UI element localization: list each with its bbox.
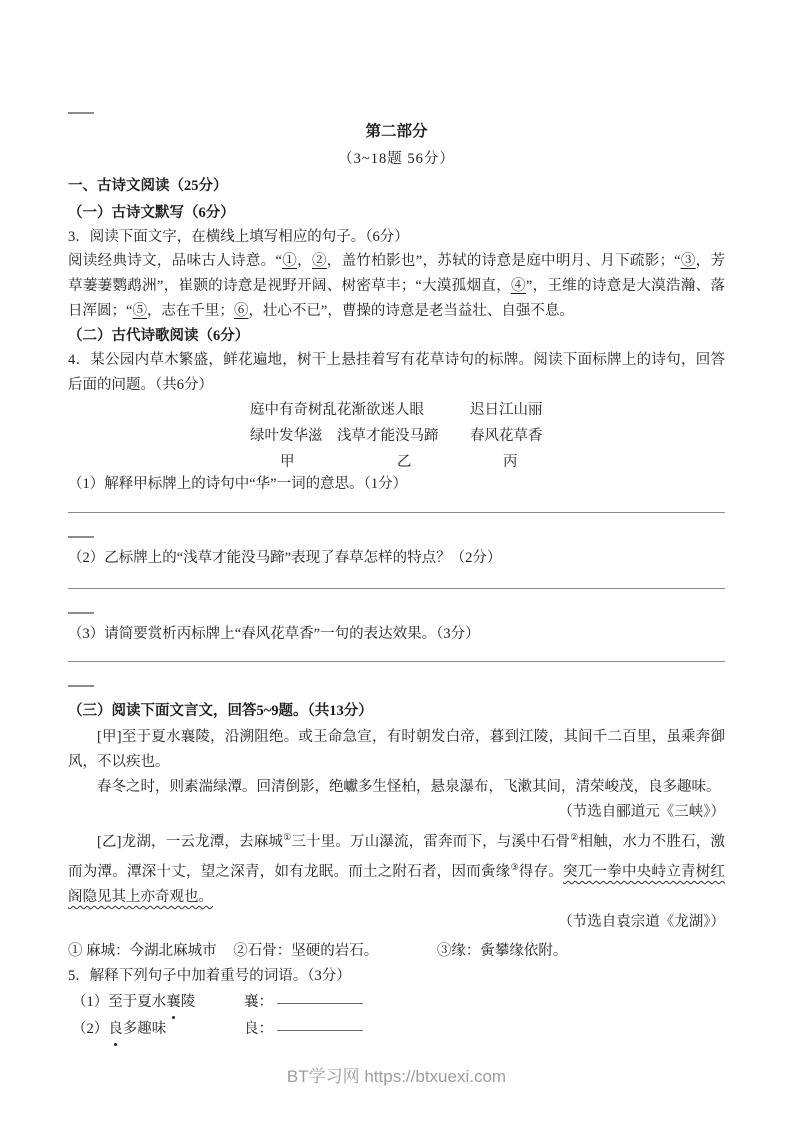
poem-sign-block bbox=[68, 400, 725, 472]
passage-jia-source: （节选自郦道元《三峡》） bbox=[558, 804, 725, 820]
footnotes-row bbox=[68, 939, 725, 964]
section-heading-poetry-reading: 一、古诗文阅读（25分） bbox=[68, 178, 228, 194]
answer-line bbox=[68, 512, 725, 513]
poem-line1-right: 迟日江山丽 bbox=[470, 402, 543, 418]
q4-sub2: （2）乙标牌上的“浅草才能没马蹄”表现了春草怎样的特点？（2分） bbox=[68, 550, 502, 566]
answer-blank bbox=[277, 989, 363, 1004]
q5-item-1-phrase bbox=[68, 989, 244, 1016]
poem-line2-left: 绿叶发华滋 浅草才能没马蹄 bbox=[250, 428, 439, 444]
margin-dash bbox=[68, 685, 94, 687]
q4-sub1: （1）解释甲标牌上的诗句中“华”一词的意思。（1分） bbox=[68, 476, 408, 492]
q4-sub3: （3）请简要赏析丙标牌上“春风花草香”一句的表达效果。（3分） bbox=[68, 626, 480, 642]
sign-label-bing: 丙 bbox=[503, 454, 518, 470]
answer-line bbox=[68, 661, 725, 662]
footnote-shigu: ②石骨：坚硬的岩石。 bbox=[233, 943, 379, 959]
passage-jia-paragraph2: 春冬之时，则素湍绿潭。回清倒影，绝巘多生怪柏，悬泉瀑布，飞漱其间，清荣峻茂，良多趣味。 bbox=[97, 779, 721, 795]
passage-yi-source: （节选自袁宗道《龙湖》） bbox=[558, 914, 725, 930]
part-title: 第二部分 bbox=[365, 123, 428, 140]
q5-item-2-phrase bbox=[68, 1016, 244, 1043]
q5-item-1-sentence: 至于夏水襄陵 bbox=[108, 994, 195, 1010]
answer-blank bbox=[277, 1016, 363, 1031]
subsection-heading-dictation: （一）古诗文默写（6分） bbox=[68, 205, 235, 221]
sign-label-jia: 甲 bbox=[280, 454, 295, 470]
margin-dash bbox=[68, 536, 94, 538]
q5-item-2-sentence: 良多趣味 bbox=[108, 1021, 166, 1037]
footnote-macheng: ① 麻城：今湖北麻城市 bbox=[68, 943, 217, 959]
sign-label-yi: 乙 bbox=[397, 454, 412, 470]
q4-stem: 4．某公园内草木繁盛，鲜花遍地，树干上悬挂着写有花草诗句的标牌。阅读下面标牌上的诗句，回答后面的问题。（共6分） bbox=[68, 352, 725, 393]
subsection-heading-ancient-poem: （二）古代诗歌阅读（6分） bbox=[68, 328, 250, 344]
passage-jia-paragraph1: [甲]至于夏水襄陵，沿溯阻绝。或王命急宣，有时朝发白帝，暮到江陵，其间千二百里，虽乘奔御风，不以疾也。 bbox=[68, 729, 725, 770]
q5-item-2-number: （2） bbox=[72, 1021, 109, 1037]
q3-stem: 3．阅读下面文字，在横线上填写相应的句子。（6分） bbox=[68, 229, 409, 245]
subsection-heading-classical-prose: （三）阅读下面文言文，回答5~9题。（共13分） bbox=[68, 703, 373, 719]
site-watermark: BT学习网 https://btxuexi.com bbox=[286, 1067, 507, 1086]
answer-line bbox=[68, 588, 725, 589]
q5-item-2-word-label: 良： bbox=[244, 1021, 273, 1037]
margin-dash bbox=[68, 112, 94, 114]
passage-yi-paragraph: [乙]龙湖，一云龙潭，去麻城①三十里。万山瀑流，雷奔而下，与溪中石骨②相触，水力不胜石，激而为潭。潭深十丈，望之深青，如有龙眠。而土之附石者，因而夤缘③得存。突兀一拳中央峙立青树红阁隐见其上亦奇观也。 bbox=[68, 832, 726, 905]
q3-passage: 阅读经典诗文，品味古人诗意。“①，②，盖竹柏影也”，苏轼的诗意是庭中明月、月下疏影；“③，芳草萋萋鹦鹉洲”，崔颢的诗意是视野开阔、树密草丰；“大漠孤烟直，④”，王维的诗意是大漠浩瀚、落日浑圆；“⑤，志在千里；⑥，壮心不已”，曹操的诗意是老当益壮、自强不息。 bbox=[68, 253, 726, 319]
q5-item-1-number: （1） bbox=[72, 994, 109, 1010]
poem-line2-right: 春风花草香 bbox=[470, 428, 543, 444]
q5-item-1 bbox=[68, 989, 725, 1016]
footnote-yuan: ③缘：夤攀缘依附。 bbox=[436, 943, 568, 959]
q5-item-1-word-label: 襄： bbox=[244, 994, 273, 1010]
poem-line1-left: 庭中有奇树乱花渐欲迷人眼 bbox=[250, 402, 424, 418]
q5-stem: 5．解释下列句子中加着重号的词语。（3分） bbox=[68, 968, 351, 984]
part-subtitle: （3~18题 56分） bbox=[338, 151, 455, 167]
margin-dash bbox=[68, 612, 94, 614]
q5-item-2 bbox=[68, 1016, 725, 1043]
